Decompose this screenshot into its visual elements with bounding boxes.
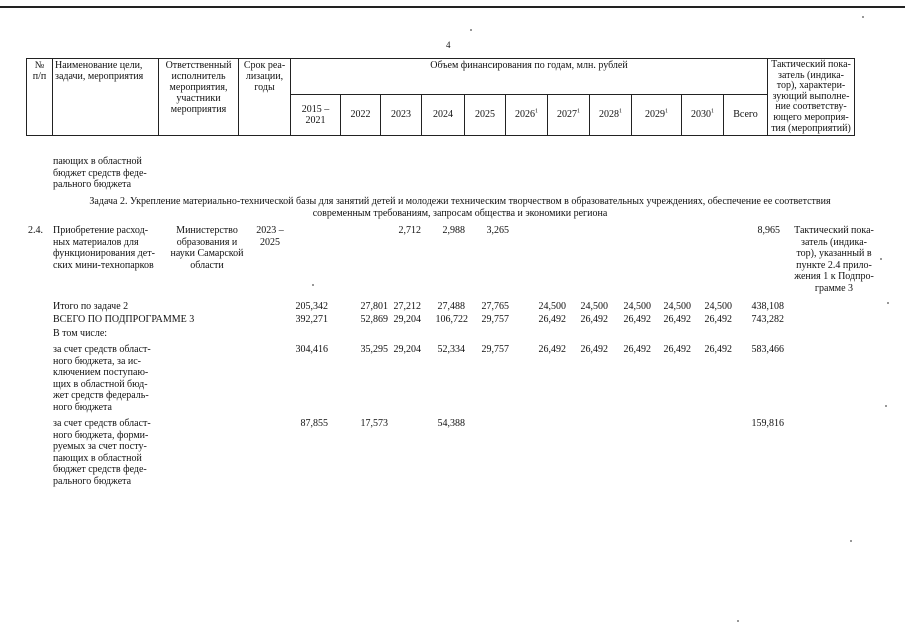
scan-speck	[312, 284, 314, 286]
task-2-heading: Задача 2. Укрепление материально-технической базы для занятий детей и молодежи техническим творчеством в образовательных учреждениях, обеспечение ее соответствия современным требованиям, запросам общества и экономики региона	[89, 196, 831, 219]
source-1-2030: 26,492	[704, 344, 732, 355]
subprogram-total-2026: 26,492	[538, 314, 566, 325]
header-indicator: Тактический пока- затель (индика- тор), характери- зующий выполне- ние соответству- ющего мероприя- тия (мероприятий)	[768, 59, 855, 136]
task-2-total-2023: 27,212	[393, 301, 421, 312]
year-2023: 2023	[381, 94, 422, 135]
year-2026: 2026$^1$	[506, 94, 548, 135]
year-2025: 2025	[465, 94, 506, 135]
item-2-4-total: 8,965	[757, 225, 780, 236]
item-2-4-responsible: Министерство образования и науки Самарской области	[170, 225, 244, 271]
scan-speck	[737, 620, 739, 622]
item-2-4-name: Приобретение расход- ных материалов для функционирования дет- ских мини-технопарков	[53, 225, 155, 271]
task-2-total-2026: 24,500	[538, 301, 566, 312]
year-2027: 2027$^1$	[548, 94, 590, 135]
source-2-2015-2021: 87,855	[300, 418, 328, 429]
header-funding: Объем финансирования по годам, млн. рублей	[291, 59, 768, 95]
task-2-total-2025: 27,765	[481, 301, 509, 312]
source-1-2025: 29,757	[481, 344, 509, 355]
year-2022: 2022	[341, 94, 381, 135]
source-2-2024: 54,388	[437, 418, 465, 429]
subprogram-total-2030: 26,492	[704, 314, 732, 325]
source-1-2023: 29,204	[393, 344, 421, 355]
source-2-label: за счет средств област- ного бюджета, форми- руемых за счет посту- пающих в областной бюджет средств феде- рального бюджета	[53, 418, 151, 487]
task-2-total-2015-2021: 205,342	[295, 301, 328, 312]
source-1-2022: 35,295	[360, 344, 388, 355]
header-table	[26, 58, 855, 136]
task-2-total-label: Итого по задаче 2	[53, 301, 129, 312]
scan-speck	[862, 16, 864, 18]
year-2015-2021: 2015 – 2021	[291, 94, 341, 135]
item-2-4-2025: 3,265	[486, 225, 509, 236]
scan-speck	[850, 540, 852, 542]
source-1-2028: 26,492	[623, 344, 651, 355]
task-2-total-2028: 24,500	[623, 301, 651, 312]
subprogram-total-2023: 29,204	[393, 314, 421, 325]
source-2-total: 159,816	[751, 418, 784, 429]
subprogram-total-label: ВСЕГО ПО ПОДПРОГРАММЕ 3	[53, 314, 195, 325]
source-1-2015-2021: 304,416	[295, 344, 328, 355]
year-2029: 2029$^1$	[632, 94, 682, 135]
source-1-2024: 52,334	[437, 344, 465, 355]
year-total: Всего	[724, 94, 768, 135]
scan-speck	[470, 29, 472, 31]
year-2028: 2028$^1$	[590, 94, 632, 135]
source-1-2026: 26,492	[538, 344, 566, 355]
year-2024: 2024	[422, 94, 465, 135]
carryover-text: пающих в областной бюджет средств феде- рального бюджета	[53, 156, 147, 190]
subprogram-total-2028: 26,492	[623, 314, 651, 325]
item-2-4-term: 2023 – 2025	[256, 225, 284, 248]
scan-speck	[887, 302, 889, 304]
item-2-4-2023: 2,712	[398, 225, 421, 236]
item-2-4-2024: 2,988	[442, 225, 465, 236]
subprogram-total-2029: 26,492	[663, 314, 691, 325]
item-2-4-number: 2.4.	[28, 225, 43, 236]
top-rule	[0, 6, 905, 8]
task-2-total-2022: 27,801	[360, 301, 388, 312]
subprogram-total-sum: 743,282	[751, 314, 784, 325]
task-2-total-2024: 27,488	[437, 301, 465, 312]
source-1-2029: 26,492	[663, 344, 691, 355]
subprogram-total-2015-2021: 392,271	[295, 314, 328, 325]
year-2030: 2030$^1$	[682, 94, 724, 135]
task-2-total-2027: 24,500	[580, 301, 608, 312]
scan-speck	[885, 405, 887, 407]
subprogram-total-2025: 29,757	[481, 314, 509, 325]
in-that-number-label: В том числе:	[53, 328, 108, 339]
scan-speck	[880, 258, 882, 260]
task-2-total-2030: 24,500	[704, 301, 732, 312]
source-1-label: за счет средств област- ного бюджета, за ис- ключением поступаю- щих в областной бюд- жет средств федераль- ного бюджета	[53, 344, 151, 413]
item-2-4-indicator: Тактический пока- затель (индика- тор), указанный в пункте 2.4 прило- жения 1 к Подпро- грамме 3	[794, 225, 874, 294]
header-no: № п/п	[27, 59, 53, 136]
subprogram-total-2022: 52,869	[360, 314, 388, 325]
subprogram-total-2027: 26,492	[580, 314, 608, 325]
header-name: Наименование цели, задачи, мероприятия	[53, 59, 159, 136]
source-1-total: 583,466	[751, 344, 784, 355]
task-2-total-2029: 24,500	[663, 301, 691, 312]
header-responsible: Ответственный исполнитель мероприятия, участники мероприятия	[159, 59, 239, 136]
header-term: Срок реа- лизации, годы	[239, 59, 291, 136]
page-number: 4	[446, 40, 451, 50]
source-1-2027: 26,492	[580, 344, 608, 355]
task-2-total-sum: 438,108	[751, 301, 784, 312]
subprogram-total-2024: 106,722	[435, 314, 468, 325]
source-2-2022: 17,573	[360, 418, 388, 429]
